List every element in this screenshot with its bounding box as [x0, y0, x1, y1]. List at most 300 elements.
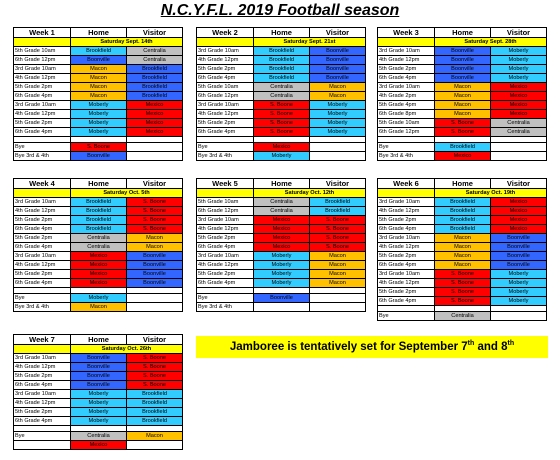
game-row	[14, 119, 183, 128]
blank-cell	[127, 294, 183, 303]
visitor-team: S. Boone	[127, 207, 183, 216]
visitor-team: Brookfield	[127, 390, 183, 399]
game-slot: 3rd Grade 10am	[378, 83, 435, 92]
week-header-row	[197, 28, 366, 38]
game-slot: 3rd Grade 10am	[197, 252, 254, 261]
visitor-team: Moberly	[310, 101, 366, 110]
home-team: Macon	[435, 110, 491, 119]
bye-row	[14, 303, 183, 312]
home-team: Macon	[71, 65, 127, 74]
home-team: S. Boone	[435, 270, 491, 279]
game-row	[197, 119, 366, 128]
game-row	[378, 119, 547, 128]
visitor-team: Macon	[310, 279, 366, 288]
game-row	[378, 297, 547, 306]
home-team: Centralia	[254, 207, 310, 216]
game-slot: 6th Grade 4pm	[14, 92, 71, 101]
visitor-team: Boonville	[127, 279, 183, 288]
home-column-header: Home	[254, 28, 310, 38]
game-row	[14, 47, 183, 56]
home-team: Brookfield	[435, 207, 491, 216]
home-team: Moberly	[254, 252, 310, 261]
game-row	[378, 288, 547, 297]
blank-cell	[310, 143, 366, 152]
visitor-column-header: Visitor	[127, 28, 183, 38]
game-row	[378, 56, 547, 65]
visitor-team: Moberly	[491, 56, 547, 65]
visitor-team: Macon	[127, 234, 183, 243]
home-team: Moberly	[254, 261, 310, 270]
visitor-team: Brookfield	[310, 198, 366, 207]
home-team: Brookfield	[71, 225, 127, 234]
game-row	[14, 408, 183, 417]
week-date-row	[14, 345, 183, 354]
game-slot: 3rd Grade 10am	[14, 198, 71, 207]
jamboree-note-sup-2: th	[507, 340, 515, 348]
game-row	[197, 92, 366, 101]
week-label: Week 2	[197, 28, 254, 38]
home-team: Boonville	[435, 74, 491, 83]
visitor-team: Moberly	[491, 279, 547, 288]
jamboree-note-text: Jamboree is tentatively set for September 7	[229, 341, 468, 353]
visitor-team: Brookfield	[127, 74, 183, 83]
jamboree-note	[196, 336, 548, 358]
home-team: Moberly	[71, 399, 127, 408]
game-slot: 6th Grade 4pm	[197, 74, 254, 83]
week-date-row	[197, 189, 366, 198]
game-row	[14, 225, 183, 234]
home-team: Moberly	[71, 119, 127, 128]
bye-label: Bye 3rd & 4th	[378, 152, 435, 161]
bye-row	[378, 312, 547, 321]
game-slot: 6th Grade 4pm	[14, 381, 71, 390]
visitor-team: Moberly	[491, 65, 547, 74]
visitor-team: Brookfield	[127, 417, 183, 426]
home-column-header: Home	[71, 28, 127, 38]
home-column-header: Home	[435, 28, 491, 38]
visitor-team: Macon	[310, 270, 366, 279]
visitor-team: S. Boone	[127, 381, 183, 390]
visitor-team: Boonville	[491, 261, 547, 270]
week-date-row	[14, 189, 183, 198]
visitor-team: Mexico	[491, 83, 547, 92]
game-row	[14, 354, 183, 363]
game-slot: 6th Grade 4pm	[14, 225, 71, 234]
game-row	[14, 261, 183, 270]
home-team: Brookfield	[71, 47, 127, 56]
game-row	[378, 65, 547, 74]
week-label: Week 3	[378, 28, 435, 38]
home-team: Brookfield	[71, 198, 127, 207]
home-team: Boonville	[435, 65, 491, 74]
home-team: Brookfield	[435, 198, 491, 207]
game-slot: 4th Grade 12pm	[378, 243, 435, 252]
home-team: S. Boone	[435, 128, 491, 137]
week-label: Week 6	[378, 179, 435, 189]
game-row	[197, 216, 366, 225]
visitor-team: Boonville	[310, 65, 366, 74]
bye-row	[197, 152, 366, 161]
game-row	[14, 207, 183, 216]
bye-team: Moberly	[254, 152, 310, 161]
bye-label: Bye	[14, 432, 71, 441]
home-team: Macon	[435, 234, 491, 243]
game-slot: 6th Grade 12pm	[14, 56, 71, 65]
game-row	[378, 92, 547, 101]
bye-row	[378, 143, 547, 152]
bye-label: Bye	[14, 294, 71, 303]
game-row	[378, 279, 547, 288]
visitor-team: Boonville	[127, 261, 183, 270]
visitor-team: Mexico	[491, 216, 547, 225]
game-row	[378, 110, 547, 119]
game-slot: 6th Grade 4pm	[14, 128, 71, 137]
home-team: Mexico	[71, 270, 127, 279]
bye-label: Bye	[14, 143, 71, 152]
game-slot: 6th Grade 12pm	[378, 128, 435, 137]
game-row	[14, 252, 183, 261]
game-slot: 4th Grade 12pm	[197, 56, 254, 65]
game-slot: 3rd Grade 10am	[14, 65, 71, 74]
bye-row	[197, 143, 366, 152]
game-slot: 3rd Grade 10am	[197, 216, 254, 225]
visitor-team: Boonville	[491, 252, 547, 261]
home-team: Mexico	[71, 261, 127, 270]
visitor-team: Brookfield	[310, 207, 366, 216]
game-row	[14, 417, 183, 426]
visitor-team: S. Boone	[127, 225, 183, 234]
game-row	[197, 128, 366, 137]
blank-cell	[310, 294, 366, 303]
game-row	[197, 225, 366, 234]
home-team: Moberly	[71, 417, 127, 426]
game-row	[14, 372, 183, 381]
home-team: Macon	[435, 83, 491, 92]
game-slot: 3rd Grade 10am	[378, 198, 435, 207]
visitor-team: Macon	[310, 261, 366, 270]
visitor-team: Mexico	[491, 92, 547, 101]
bye-team: Brookfield	[435, 143, 491, 152]
home-team: Brookfield	[254, 74, 310, 83]
bye-row	[14, 432, 183, 441]
bye-row	[14, 441, 183, 450]
home-team: Boonville	[71, 372, 127, 381]
game-slot: 3rd Grade 10am	[14, 101, 71, 110]
visitor-team: Centralia	[127, 56, 183, 65]
blank-cell	[197, 189, 254, 198]
week-header-row	[14, 335, 183, 345]
visitor-team: Boonville	[127, 252, 183, 261]
game-row	[378, 270, 547, 279]
game-slot: 4th Grade 12pm	[14, 74, 71, 83]
home-team: Brookfield	[254, 65, 310, 74]
week-table	[196, 27, 366, 161]
game-row	[197, 252, 366, 261]
game-row	[197, 207, 366, 216]
game-slot: 6th Grade 4pm	[378, 225, 435, 234]
game-slot: 4th Grade 12pm	[378, 56, 435, 65]
bye-row	[378, 152, 547, 161]
game-slot: 5th Grade 2pm	[14, 234, 71, 243]
visitor-team: Mexico	[491, 225, 547, 234]
bye-row	[14, 152, 183, 161]
visitor-team: Centralia	[491, 128, 547, 137]
visitor-team: Moberly	[491, 74, 547, 83]
home-team: Moberly	[71, 408, 127, 417]
home-team: S. Boone	[435, 297, 491, 306]
bye-team: Mexico	[71, 441, 127, 450]
week-table	[377, 27, 547, 161]
home-team: S. Boone	[435, 288, 491, 297]
game-row	[378, 261, 547, 270]
home-team: Moberly	[254, 270, 310, 279]
home-team: Brookfield	[71, 216, 127, 225]
home-team: S. Boone	[254, 128, 310, 137]
game-row	[14, 270, 183, 279]
game-slot: 3rd Grade 10am	[378, 270, 435, 279]
game-slot: 4th Grade 12pm	[14, 363, 71, 372]
game-slot: 6th Grade 4pm	[14, 279, 71, 288]
game-row	[14, 101, 183, 110]
week-label: Week 4	[14, 179, 71, 189]
game-slot: 6th Grade 4pm	[378, 297, 435, 306]
game-row	[14, 198, 183, 207]
game-slot: 6th Grade 4pm	[197, 279, 254, 288]
blank-cell	[310, 152, 366, 161]
bye-label: Bye 3rd & 4th	[197, 152, 254, 161]
game-slot: 3rd Grade 10am	[14, 252, 71, 261]
visitor-column-header: Visitor	[491, 28, 547, 38]
visitor-team: Boonville	[310, 56, 366, 65]
home-column-header: Home	[71, 179, 127, 189]
game-row	[14, 83, 183, 92]
page-title: N.C.Y.F.L. 2019 Football season	[160, 2, 400, 19]
visitor-team: Macon	[310, 92, 366, 101]
game-slot: 6th Grade 12pm	[197, 207, 254, 216]
blank-cell	[491, 152, 547, 161]
game-row	[14, 216, 183, 225]
visitor-team: S. Boone	[310, 243, 366, 252]
game-row	[197, 65, 366, 74]
home-team: Brookfield	[254, 56, 310, 65]
visitor-team: Mexico	[491, 101, 547, 110]
home-team: Boonville	[435, 56, 491, 65]
home-team: Mexico	[254, 243, 310, 252]
game-slot: 3rd Grade 10am	[197, 47, 254, 56]
home-team: Macon	[435, 92, 491, 101]
blank-cell	[14, 345, 71, 354]
game-row	[197, 110, 366, 119]
visitor-team: S. Boone	[127, 363, 183, 372]
visitor-team: Centralia	[491, 119, 547, 128]
home-team: Macon	[71, 74, 127, 83]
visitor-column-header: Visitor	[127, 179, 183, 189]
home-team: S. Boone	[435, 119, 491, 128]
week-table	[196, 178, 366, 312]
week-header-row	[14, 179, 183, 189]
home-team: Centralia	[254, 83, 310, 92]
home-team: Moberly	[71, 110, 127, 119]
game-slot: 5th Grade 2pm	[14, 216, 71, 225]
game-slot: 5th Grade 2pm	[14, 372, 71, 381]
game-row	[378, 198, 547, 207]
home-team: Brookfield	[435, 216, 491, 225]
game-slot: 4th Grade 12pm	[197, 261, 254, 270]
bye-team	[254, 303, 310, 312]
blank-cell	[491, 312, 547, 321]
bye-team: Centralia	[435, 312, 491, 321]
game-slot: 5th Grade 10am	[378, 119, 435, 128]
home-team: Centralia	[254, 198, 310, 207]
home-team: Macon	[71, 92, 127, 101]
week-date-row	[14, 38, 183, 47]
week-table	[377, 178, 547, 321]
visitor-column-header: Visitor	[310, 179, 366, 189]
visitor-team: Moberly	[491, 288, 547, 297]
game-row	[14, 110, 183, 119]
week-date: Saturday Oct. 5th	[71, 189, 183, 198]
game-slot: 6th Grade 4pm	[197, 243, 254, 252]
game-row	[14, 56, 183, 65]
game-row	[378, 74, 547, 83]
visitor-team: Brookfield	[127, 65, 183, 74]
visitor-team: Brookfield	[127, 399, 183, 408]
home-team: Mexico	[71, 279, 127, 288]
game-row	[14, 381, 183, 390]
bye-label: Bye 3rd & 4th	[197, 303, 254, 312]
bye-team: S. Boone	[71, 143, 127, 152]
bye-label	[14, 441, 71, 450]
game-slot: 3rd Grade 10am	[14, 390, 71, 399]
visitor-team: S. Boone	[127, 198, 183, 207]
bye-label: Bye 3rd & 4th	[14, 303, 71, 312]
game-row	[14, 234, 183, 243]
visitor-team: Moberly	[310, 110, 366, 119]
bye-label: Bye	[378, 143, 435, 152]
visitor-team: Moberly	[491, 47, 547, 56]
game-row	[197, 74, 366, 83]
blank-cell	[491, 143, 547, 152]
game-row	[197, 234, 366, 243]
game-slot: 4th Grade 2pm	[378, 92, 435, 101]
bye-label: Bye	[197, 143, 254, 152]
week-date: Saturday Oct. 26th	[71, 345, 183, 354]
game-row	[197, 243, 366, 252]
game-slot: 4th Grade 12pm	[14, 207, 71, 216]
visitor-team: Mexico	[127, 101, 183, 110]
bye-team: Moberly	[71, 294, 127, 303]
blank-cell	[378, 38, 435, 47]
game-slot: 5th Grade 10am	[14, 47, 71, 56]
game-slot: 5th Grade 4pm	[378, 101, 435, 110]
week-date: Saturday Sept. 28th	[435, 38, 547, 47]
game-row	[14, 279, 183, 288]
home-team: Boonville	[71, 354, 127, 363]
game-slot: 5th Grade 10am	[197, 83, 254, 92]
game-slot: 4th Grade 12pm	[197, 110, 254, 119]
visitor-column-header: Visitor	[310, 28, 366, 38]
game-slot: 5th Grade 2pm	[197, 270, 254, 279]
home-column-header: Home	[435, 179, 491, 189]
game-slot: 5th Grade 2pm	[14, 83, 71, 92]
game-slot: 5th Grade 2pm	[197, 65, 254, 74]
home-team: Mexico	[71, 252, 127, 261]
home-team: Macon	[435, 101, 491, 110]
week-label: Week 5	[197, 179, 254, 189]
visitor-team: S. Boone	[310, 216, 366, 225]
blank-cell	[127, 303, 183, 312]
week-date: Saturday Oct. 12th	[254, 189, 366, 198]
home-team: Moberly	[71, 390, 127, 399]
home-team: Mexico	[254, 216, 310, 225]
home-team: Macon	[435, 243, 491, 252]
game-row	[378, 243, 547, 252]
game-row	[197, 47, 366, 56]
visitor-team: Mexico	[491, 110, 547, 119]
game-row	[378, 234, 547, 243]
visitor-team: S. Boone	[127, 372, 183, 381]
game-slot: 6th Grade 12pm	[197, 92, 254, 101]
home-team: Brookfield	[71, 207, 127, 216]
home-team: Moberly	[71, 128, 127, 137]
home-column-header: Home	[71, 335, 127, 345]
game-slot: 4th Grade 12pm	[14, 110, 71, 119]
game-slot: 5th Grade 2pm	[14, 119, 71, 128]
blank-cell	[197, 38, 254, 47]
game-slot: 5th Grade 2pm	[378, 65, 435, 74]
home-team: S. Boone	[435, 279, 491, 288]
visitor-team: Moberly	[491, 270, 547, 279]
bye-team-2	[127, 441, 183, 450]
home-team: Macon	[71, 83, 127, 92]
home-column-header: Home	[254, 179, 310, 189]
game-row	[378, 128, 547, 137]
game-row	[14, 363, 183, 372]
bye-row	[14, 294, 183, 303]
visitor-team: Mexico	[127, 128, 183, 137]
game-row	[197, 261, 366, 270]
game-row	[197, 279, 366, 288]
home-team: Mexico	[254, 225, 310, 234]
week-header-row	[378, 179, 547, 189]
game-row	[14, 65, 183, 74]
game-slot: 5th Grade 2pm	[378, 252, 435, 261]
visitor-team: Moberly	[491, 297, 547, 306]
visitor-team: Boonville	[491, 243, 547, 252]
home-team: Moberly	[71, 101, 127, 110]
blank-cell	[378, 189, 435, 198]
visitor-team: Brookfield	[127, 83, 183, 92]
home-team: S. Boone	[254, 101, 310, 110]
visitor-team: Brookfield	[127, 408, 183, 417]
game-slot: 5th Grade 2pm	[197, 234, 254, 243]
home-team: Boonville	[71, 56, 127, 65]
game-row	[378, 216, 547, 225]
game-slot: 5th Grade 10am	[197, 198, 254, 207]
visitor-team: Macon	[310, 83, 366, 92]
home-team: Centralia	[71, 243, 127, 252]
bye-team: Mexico	[254, 143, 310, 152]
game-slot: 4th Grade 12pm	[197, 225, 254, 234]
game-slot: 5th Grade 2pm	[378, 216, 435, 225]
game-slot: 4th Grade 12pm	[378, 279, 435, 288]
game-slot: 3rd Grade 10am	[197, 101, 254, 110]
game-slot: 6th Grade 4pm	[378, 74, 435, 83]
game-row	[14, 243, 183, 252]
game-slot: 3rd Grade 10am	[378, 47, 435, 56]
bye-team: Mexico	[435, 152, 491, 161]
visitor-team: S. Boone	[310, 234, 366, 243]
